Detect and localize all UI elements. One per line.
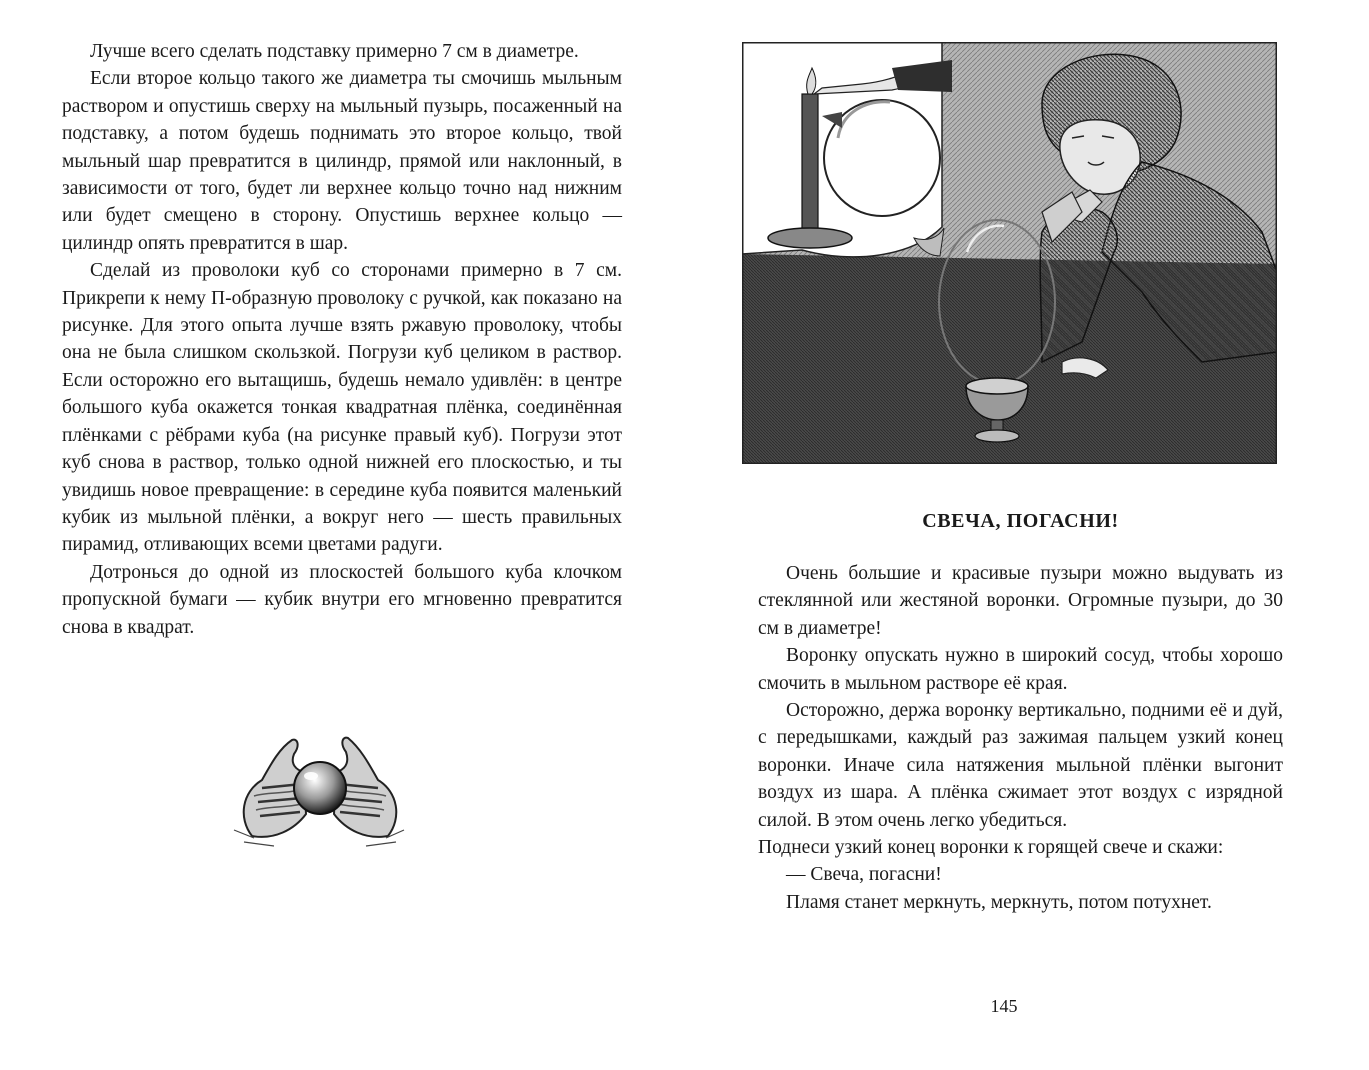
paragraph: Воронку опускать нужно в широкий сосуд, чтобы хорошо смочить в мыльном растворе её края. [758, 645, 1283, 694]
right-page-text [758, 560, 1283, 916]
paragraph: Очень большие и красивые пузыри можно выдувать из стеклянной или жестяной воронки. Огромные пузыри, до 30 см в диаметре! [758, 563, 1283, 639]
right-page [684, 0, 1369, 1070]
paragraph: Сделай из проволоки куб со сторонами примерно в 7 см. Прикрепи к нему П-образную проволоку с ручкой, как показано на рисунке. Для этого опыта лучше взять ржавую проволоку, чтобы она не была слишком скользкой. Погрузи куб целиком в раствор. Если осторожно его вытащишь, будешь немало удивлён: в центре большого куба окажется тонкая квадратная плёнка, соединённая плёнками с рёбрами куба (на рисунке правый куб). Погрузи этот куб снова в раствор, только одной нижней его плоскостью, и ты увидишь новое превращение: в середине куба появится маленький кубик из мыльной плёнки, а вокруг него — шесть правильных пирамид, отливающих всеми цветами радуги. [62, 260, 622, 556]
paragraph: — Свеча, погасни! [786, 864, 942, 886]
paragraph: Осторожно, держа воронку вертикально, подними её и дуй, с передышками, каждый раз зажимая пальцем узкий конец воронки. Иначе сила натяжения мыльной плёнки выгонит воздух из шара. А плёнка сжимает этот воздух с изрядной силой. В этом очень легко убедиться. [758, 700, 1283, 831]
page-number: 145 [990, 996, 1018, 1016]
left-page-text [62, 38, 622, 641]
paragraph: Лучше всего сделать подставку примерно 7 см в диаметре. [90, 41, 579, 62]
paragraph: Если второе кольцо такого же диаметра ты смочишь мыльным раствором и опустишь сверху на мыльный пузырь, посаженный на подставку, а потом будешь поднимать это второе кольцо, твой мыльный шар превратится в цилиндр, прямой или наклонный, в зависимости от того, будет ли верхнее кольцо точно над нижним или будет смещено в сторону. Опустишь верхнее кольцо — цилиндр опять превратится в шар. [62, 68, 622, 254]
left-page [0, 0, 684, 1070]
paragraph: Дотронься до одной из плоскостей большого куба клочком пропускной бумаги — кубик внутри его мгновенно превратится снова в квадрат. [62, 561, 622, 638]
section-heading: СВЕЧА, ПОГАСНИ! [922, 510, 1119, 532]
hands-holding-bubble-illustration [214, 718, 426, 848]
paragraph: Пламя станет меркнуть, меркнуть, потом потухнет. [786, 891, 1212, 913]
boy-blowing-bubble-illustration [742, 42, 1277, 464]
paragraph: Поднеси узкий конец воронки к горящей свече и скажи: [758, 837, 1224, 859]
